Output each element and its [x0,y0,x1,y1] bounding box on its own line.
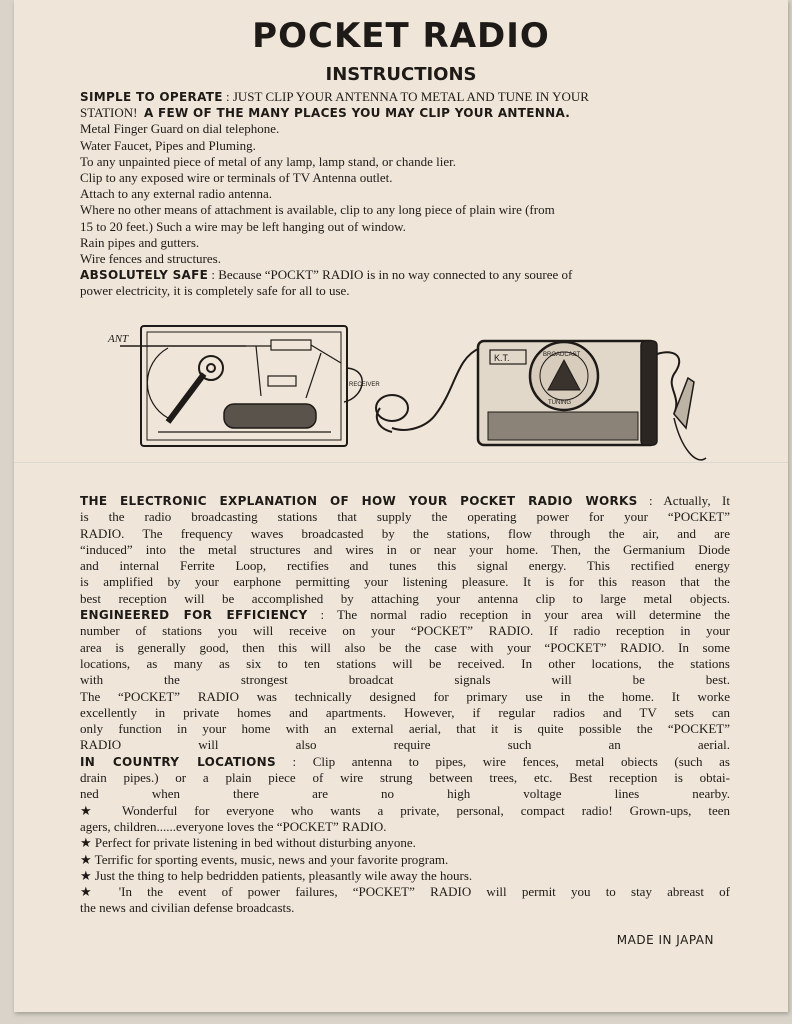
tuning-lever [168,374,204,422]
capacitor-component [268,376,296,386]
efficiency-first-tail: : The normal radio reception in your area will determine the [307,607,730,623]
bullet-text: 'In the event of power failures, “POCKET” RADIO will permit you to stay abreast of [103,884,730,900]
country-first-tail: : Clip antenna to pipes, wire fences, metal obiects (such as [275,753,730,769]
circuit-wire [311,345,341,363]
safe-line-2: power electricity, it is completely safe for all to use. [80,283,350,299]
star-icon: ★ [80,867,92,883]
bullet-text: Just the thing to help bedridden patients, pleasantly wile away the hours. [91,867,473,883]
efficiency-line: only function in your home with an external aerial, that it is quite possible the “POCKET” [80,721,730,737]
place-item: Metal Finger Guard on dial telephone. [80,121,280,137]
safe-text: : Because “POCKT” RADIO is in no way connected to any souree of [208,267,573,283]
star-icon: ★ [80,835,92,851]
explanation-line: “induced” into the metal structures and wires in or near your home. Then, the Germanium Diode [80,541,730,557]
place-item: Wire fences and structures. [80,250,221,266]
bullet-item [80,852,730,868]
place-item: 15 to 20 feet.) Such a wire may be left hanging out of window. [80,218,406,234]
place-item: Water Faucet, Pipes and Pluming. [80,137,256,153]
diode-component [271,340,311,350]
efficiency-line: area is generally good, then this will also be the case with your “POCKET” RADIO. In some [80,639,730,655]
ant-label: ANT [108,333,129,345]
bullet-text: Terrific for sporting events, music, news and your favorite program. [91,851,449,867]
star-icon: ★ [80,802,106,818]
place-item: Rain pipes and gutters. [80,234,200,250]
country-line-1 [80,754,730,770]
circuit-wire [256,346,261,396]
circuit-wire [306,353,321,398]
intro-line-1 [80,89,730,105]
place-item: Where no other means of attachment is available, clip to any long piece of plain wire (from [80,202,555,218]
bullet-item [80,884,730,900]
intro-heading-tail: : JUST CLIP YOUR ANTENNA TO METAL AND TUNE IN YOUR [222,89,589,104]
explanation-first-tail: : Actually, It [637,493,730,508]
clip-places-heading: A FEW OF THE MANY PLACES YOU MAY CLIP YOUR ANTENNA. [143,106,571,121]
simple-to-operate-heading: SIMPLE TO OPERATE [80,90,223,104]
place-item: Clip to any exposed wire or terminals of TV Antenna outlet. [80,169,393,185]
explanation-line: RADIO. The frequency waves broadcasted by the stations, flow through the air, and are [80,525,730,541]
earphone-cord [392,348,480,430]
intro-station-text: STATION! [80,105,138,121]
efficiency-line: excellently in private homes and apartments. However, if regular radios and TV sets can [80,704,730,720]
bullet-continuation: agers, children......everyone loves the “POCKET” RADIO. [80,818,387,834]
country-heading: IN COUNTRY LOCATIONS [80,754,276,769]
speaker-grille [488,412,638,440]
made-in-japan-label: MADE IN JAPAN [616,933,714,947]
intro-line-2 [80,105,730,121]
bullet-item [80,803,730,819]
country-line: drain pipes.) or a plain piece of wire strung between trees, etc. Best reception is obtai- [80,770,730,786]
star-icon: ★ [80,851,92,867]
explanation-heading: THE ELECTRONIC EXPLANATION OF HOW YOUR POCKET RADIO WORKS [80,494,638,508]
radio-side [641,341,657,445]
dial-label-bottom: TUNING [548,400,571,406]
explanation-line: and internal Ferrite Loop, rectifies and tunes this signal energy. This rectified energy [80,558,730,574]
instruction-sheet [14,0,788,1012]
efficiency-line-1 [80,607,730,623]
efficiency-line: locations, as many as six to ten stations will be received. In other locations, the stations [80,655,730,671]
bullet-item [80,835,730,851]
tuning-arc [147,348,168,418]
explanation-line-1 [80,493,730,509]
place-item: To any unpainted piece of metal of any lamp, lamp stand, or chande lier. [80,153,456,169]
lower-text [80,493,730,917]
dial-label-top: BROADCAST [543,352,581,358]
efficiency-line: The “POCKET” RADIO was technically designed for primary use in the home. It worke [80,688,730,704]
safe-line-1 [80,267,730,283]
antenna-clip-cord [657,352,679,414]
star-icon: ★ [80,884,104,900]
efficiency-line: RADIO will also require such an aerial. [80,737,730,753]
explanation-line: best reception will be accomplished by attaching your antenna clip to large metal objects. [80,590,730,606]
intro-section [80,89,730,299]
efficiency-heading: ENGINEERED FOR EFFICIENCY [80,608,308,623]
page-subtitle: INSTRUCTIONS [325,64,477,85]
tuning-knob-center [207,364,215,372]
radio-badge-text: K.T. [494,353,510,363]
bullet-continuation: the news and civilian defense broadcasts. [80,900,295,916]
explanation-line: is the radio broadcasting stations that supply the operating power for your “POCKET” [80,509,730,525]
explanation-line: is amplified by your earphone permitting your listening pleasure. It is for this reason that the [80,574,730,590]
ferrite-loop-coil [224,404,316,428]
efficiency-line: with the strongest broadcat signals will be best. [80,672,730,688]
absolutely-safe-heading: ABSOLUTELY SAFE [80,268,209,283]
radio-illustration [96,318,716,470]
efficiency-line: number of stations you will receive on your “POCKET” RADIO. If radio reception in your [80,623,730,639]
page-title: POCKET RADIO [252,16,550,56]
place-item: Attach to any external radio antenna. [80,186,273,202]
bullet-text: Perfect for private listening in bed without disturbing anyone. [91,835,416,851]
bullet-item [80,868,730,884]
clip-lead [674,418,706,460]
country-line: ned when there are no high voltage lines nearby. [80,786,730,802]
earphone-icon [376,395,408,421]
bullet-text: Wonderful for everyone who wants a private, personal, compact radio! Grown-ups, teen [105,802,731,818]
receiver-label: RECEIVER [349,382,380,388]
